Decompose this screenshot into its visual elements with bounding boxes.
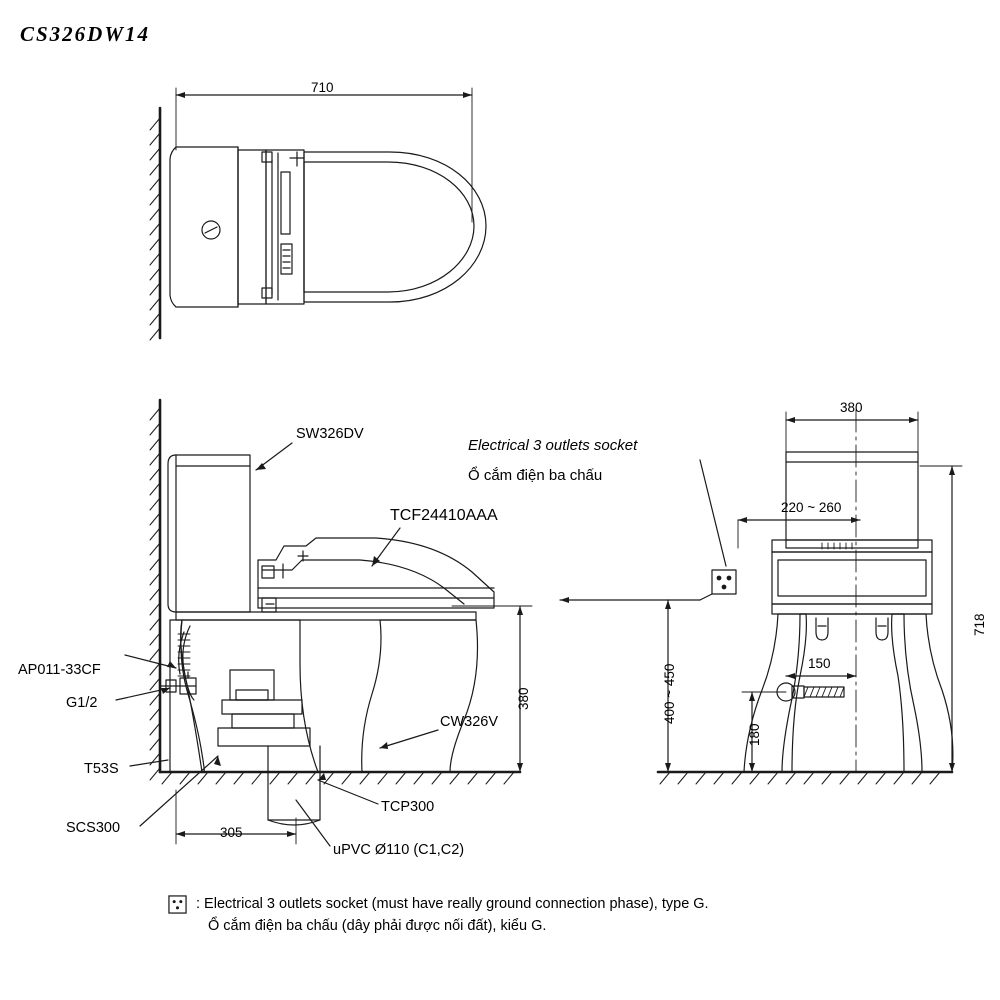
- socket-note-en: Electrical 3 outlets socket: [468, 437, 638, 454]
- dim-height-180: 180: [747, 723, 762, 746]
- callout-tcf24410aaa: TCF24410AAA: [390, 507, 498, 524]
- page-title: CS326DW14: [20, 22, 151, 46]
- callout-upvc: uPVC Ø110 (C1,C2): [333, 842, 465, 858]
- legend-line-en: : Electrical 3 outlets socket (must have really ground connection phase), type G.: [196, 896, 709, 912]
- electrical-socket-icon: [168, 895, 187, 914]
- dim-height-380: 380: [516, 687, 531, 710]
- callout-g12: G1/2: [66, 695, 98, 711]
- callout-scs300: SCS300: [66, 820, 121, 836]
- legend-line-vi: Ổ cắm điện ba chấu (dây phải được nối đất), kiểu G.: [208, 918, 547, 935]
- legend-block: [196, 893, 709, 938]
- side-view-group: [116, 400, 736, 846]
- dim-width-150: 150: [808, 656, 831, 671]
- dim-width-380: 380: [840, 400, 863, 415]
- callout-ap011-33cf: AP011-33CF: [18, 662, 101, 678]
- front-view-group: [658, 410, 962, 784]
- dim-range-400-450: 400 ~ 450: [662, 663, 677, 724]
- callout-t53s: T53S: [84, 761, 119, 777]
- callout-cw326v: CW326V: [440, 714, 499, 730]
- dim-height-718: 718: [972, 613, 987, 636]
- dim-depth-305: 305: [220, 825, 243, 840]
- top-view-group: [150, 88, 486, 340]
- dim-range-220-260: 220 ~ 260: [781, 500, 842, 515]
- socket-note-vi: Ổ cắm điện ba chấu: [468, 467, 603, 484]
- dim-width-710: 710: [311, 80, 334, 95]
- callout-tcp300: TCP300: [381, 799, 435, 815]
- callout-sw326dv: SW326DV: [296, 426, 364, 442]
